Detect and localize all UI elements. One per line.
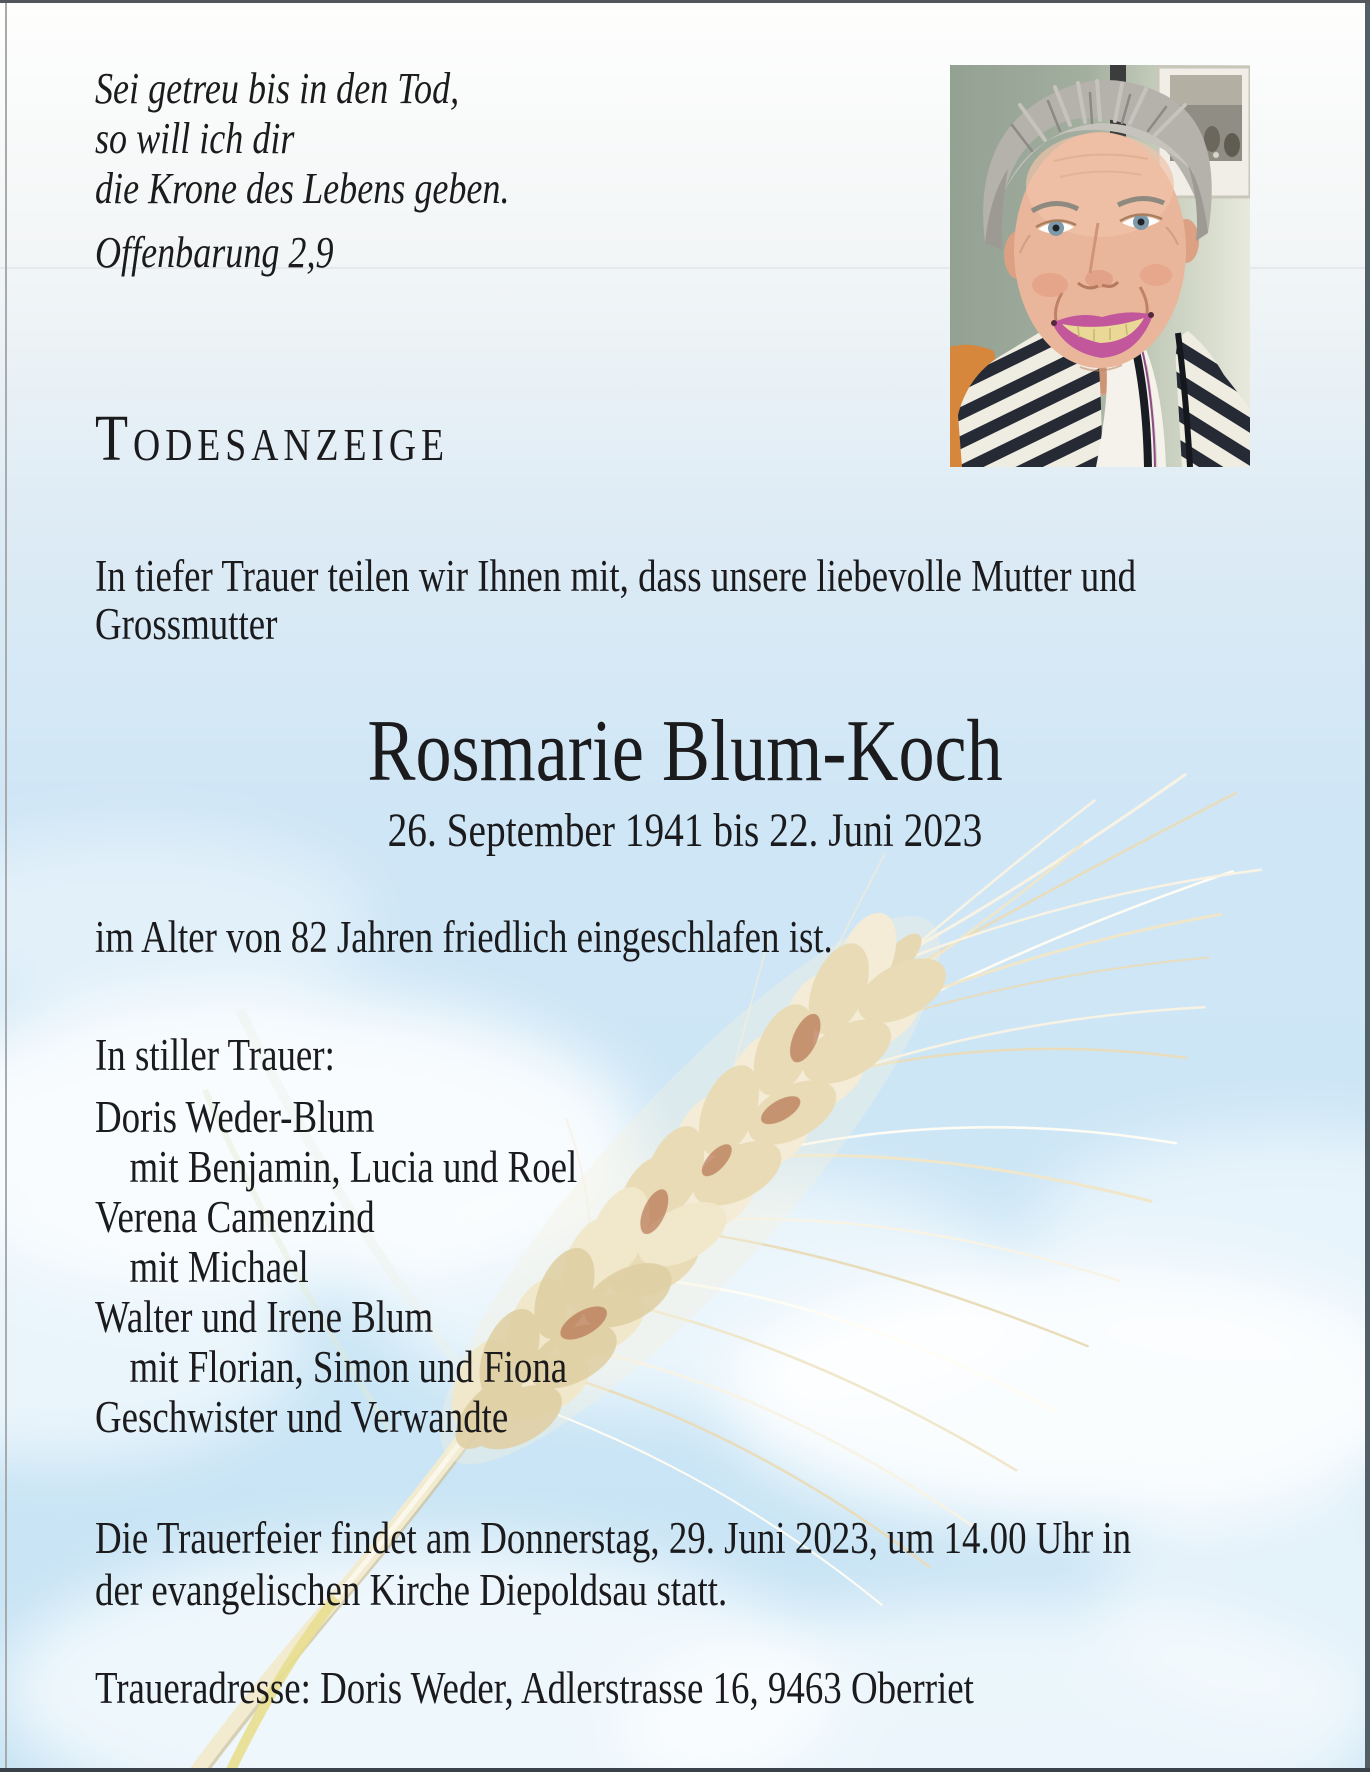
passing-line: im Alter von 82 Jahren friedlich eingeschlafen ist.	[95, 912, 833, 962]
deceased-block	[123, 703, 1246, 858]
quote-line: Sei getreu bis in den Tod,	[95, 64, 460, 113]
quote-line: die Krone des Lebens geben.	[95, 164, 510, 213]
quote-line: so will ich dir	[95, 114, 295, 163]
page-title: Todesanzeige	[95, 402, 450, 475]
mourner-line: Geschwister und Verwandte	[95, 1392, 509, 1442]
scan-border-right	[1365, 3, 1370, 1772]
intro-paragraph	[95, 552, 1136, 648]
quote-source: Offenbarung 2,9	[95, 228, 334, 277]
scan-border-left	[5, 3, 7, 1768]
scan-border-bottom	[0, 1768, 1370, 1772]
mourner-line: Walter und Irene Blum	[95, 1292, 434, 1342]
deceased-dates: 26. September 1941 bis 22. Juni 2023	[387, 804, 983, 857]
deceased-name: Rosmarie Blum-Koch	[367, 703, 1003, 800]
bible-quote	[95, 64, 509, 278]
mourner-line: Doris Weder-Blum	[95, 1092, 375, 1142]
mourner-line: mit Florian, Simon und Fiona	[129, 1342, 568, 1392]
portrait-photo	[950, 65, 1250, 467]
funeral-line: Die Trauerfeier findet am Donnerstag, 29. Juni 2023, um 14.00 Uhr in	[95, 1513, 1132, 1563]
intro-line: In tiefer Trauer teilen wir Ihnen mit, dass unsere liebevolle Mutter und	[95, 551, 1137, 601]
mourning-address-line: Traueradresse: Doris Weder, Adlerstrasse 16, 9463 Oberriet	[95, 1663, 974, 1713]
quote-lines	[95, 64, 509, 214]
funeral-line: der evangelischen Kirche Diepoldsau statt.	[95, 1565, 728, 1615]
mourner-line: Verena Camenzind	[95, 1192, 375, 1242]
mourners-list	[95, 1092, 577, 1442]
scan-border-top	[0, 0, 1370, 3]
mourner-line: mit Michael	[129, 1242, 309, 1292]
mourner-line: mit Benjamin, Lucia und Roel	[129, 1142, 578, 1192]
intro-line: Grossmutter	[95, 599, 278, 649]
funeral-paragraph	[95, 1512, 1131, 1616]
mourning-intro: In stiller Trauer:	[95, 1030, 335, 1080]
